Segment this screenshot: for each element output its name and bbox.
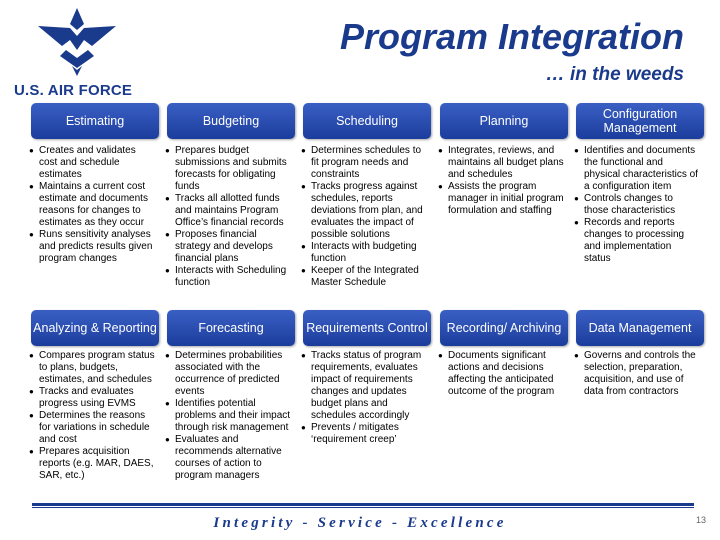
description-item: ● Integrates, reviews, and maintains all budget plans and schedules (438, 145, 564, 181)
description-item: ● Governs and controls the selection, preparation, acquisition, and use of data from contractors (574, 350, 700, 398)
description-item: ● Identifies and documents the functional and physical characteristics of a configuration item (574, 145, 700, 193)
description-item: ● Tracks all allotted funds and maintains Program Office’s financial records (165, 193, 291, 229)
logo-text: U.S. AIR FORCE (14, 82, 133, 99)
page-number: 13 (695, 515, 706, 525)
category-header-configuration-management: Configuration Management (576, 103, 704, 139)
category-header-scheduling: Scheduling (303, 103, 431, 139)
description-item: ● Interacts with Scheduling function (165, 265, 291, 289)
description-item: ● Tracks and evaluates progress using EVMS (29, 386, 155, 410)
category-description-list (574, 350, 700, 398)
page-subtitle: … in the weeds (545, 64, 684, 85)
category-header-budgeting: Budgeting (167, 103, 295, 139)
category-header-planning: Planning (440, 103, 568, 139)
page-title: Program Integration (339, 16, 684, 57)
category-description-list (165, 145, 291, 289)
description-item: ● Runs sensitivity analyses and predicts results given program changes (29, 229, 155, 265)
description-item: ● Tracks status of program requirements, evaluates impact of requirements changes and updates budget plans and schedules accordingly (301, 350, 427, 422)
description-item: ● Prepares acquisition reports (e.g. MAR, DAES, SAR, etc.) (29, 446, 155, 482)
category-description-list (301, 145, 427, 289)
description-item: ● Creates and validates cost and schedule estimates (29, 145, 155, 181)
description-item: ● Maintains a current cost estimate and documents reasons for changes to estimates as they occur (29, 181, 155, 229)
description-item: ● Keeper of the Integrated Master Schedule (301, 265, 427, 289)
category-description-list (438, 145, 564, 217)
air-force-symbol-icon (36, 6, 118, 76)
description-item: ● Tracks progress against schedules, reports deviations from plan, and evaluates the impact of possible solutions (301, 181, 427, 241)
description-item: ● Interacts with budgeting function (301, 241, 427, 265)
footer-rule (32, 503, 694, 509)
description-item: ● Identifies potential problems and their impact through risk management (165, 398, 291, 434)
category-description-list (301, 350, 427, 446)
category-header-data-management: Data Management (576, 310, 704, 346)
category-header-forecasting: Forecasting (167, 310, 295, 346)
category-description-list (29, 350, 155, 482)
description-item: ● Determines schedules to fit program needs and constraints (301, 145, 427, 181)
category-description-list (438, 350, 564, 398)
category-header-estimating: Estimating (31, 103, 159, 139)
description-item: ● Controls changes to those characteristics (574, 193, 700, 217)
description-item: ● Determines the reasons for variations in schedule and cost (29, 410, 155, 446)
footer-motto: Integrity - Service - Excellence (213, 515, 507, 531)
description-item: ● Documents significant actions and decisions affecting the anticipated outcome of the program (438, 350, 564, 398)
category-description-list (574, 145, 700, 265)
air-force-logo (14, 6, 133, 99)
category-header-requirements-control: Requirements Control (303, 310, 431, 346)
category-header-analyzing-reporting: Analyzing & Reporting (31, 310, 159, 346)
description-item: ● Prevents / mitigates ‘requirement creep’ (301, 422, 427, 446)
description-item: ● Proposes financial strategy and develops financial plans (165, 229, 291, 265)
description-item: ● Evaluates and recommends alternative courses of action to program managers (165, 434, 291, 482)
category-header-recording-archiving: Recording/ Archiving (440, 310, 568, 346)
category-description-list (165, 350, 291, 482)
description-item: ● Prepares budget submissions and submits forecasts for obligating funds (165, 145, 291, 193)
description-item: ● Compares program status to plans, budgets, estimates, and schedules (29, 350, 155, 386)
description-item: ● Records and reports changes to processing and implementation status (574, 217, 700, 265)
description-item: ● Determines probabilities associated with the occurrence of predicted events (165, 350, 291, 398)
category-description-list (29, 145, 155, 265)
description-item: ● Assists the program manager in initial program formulation and staffing (438, 181, 564, 217)
